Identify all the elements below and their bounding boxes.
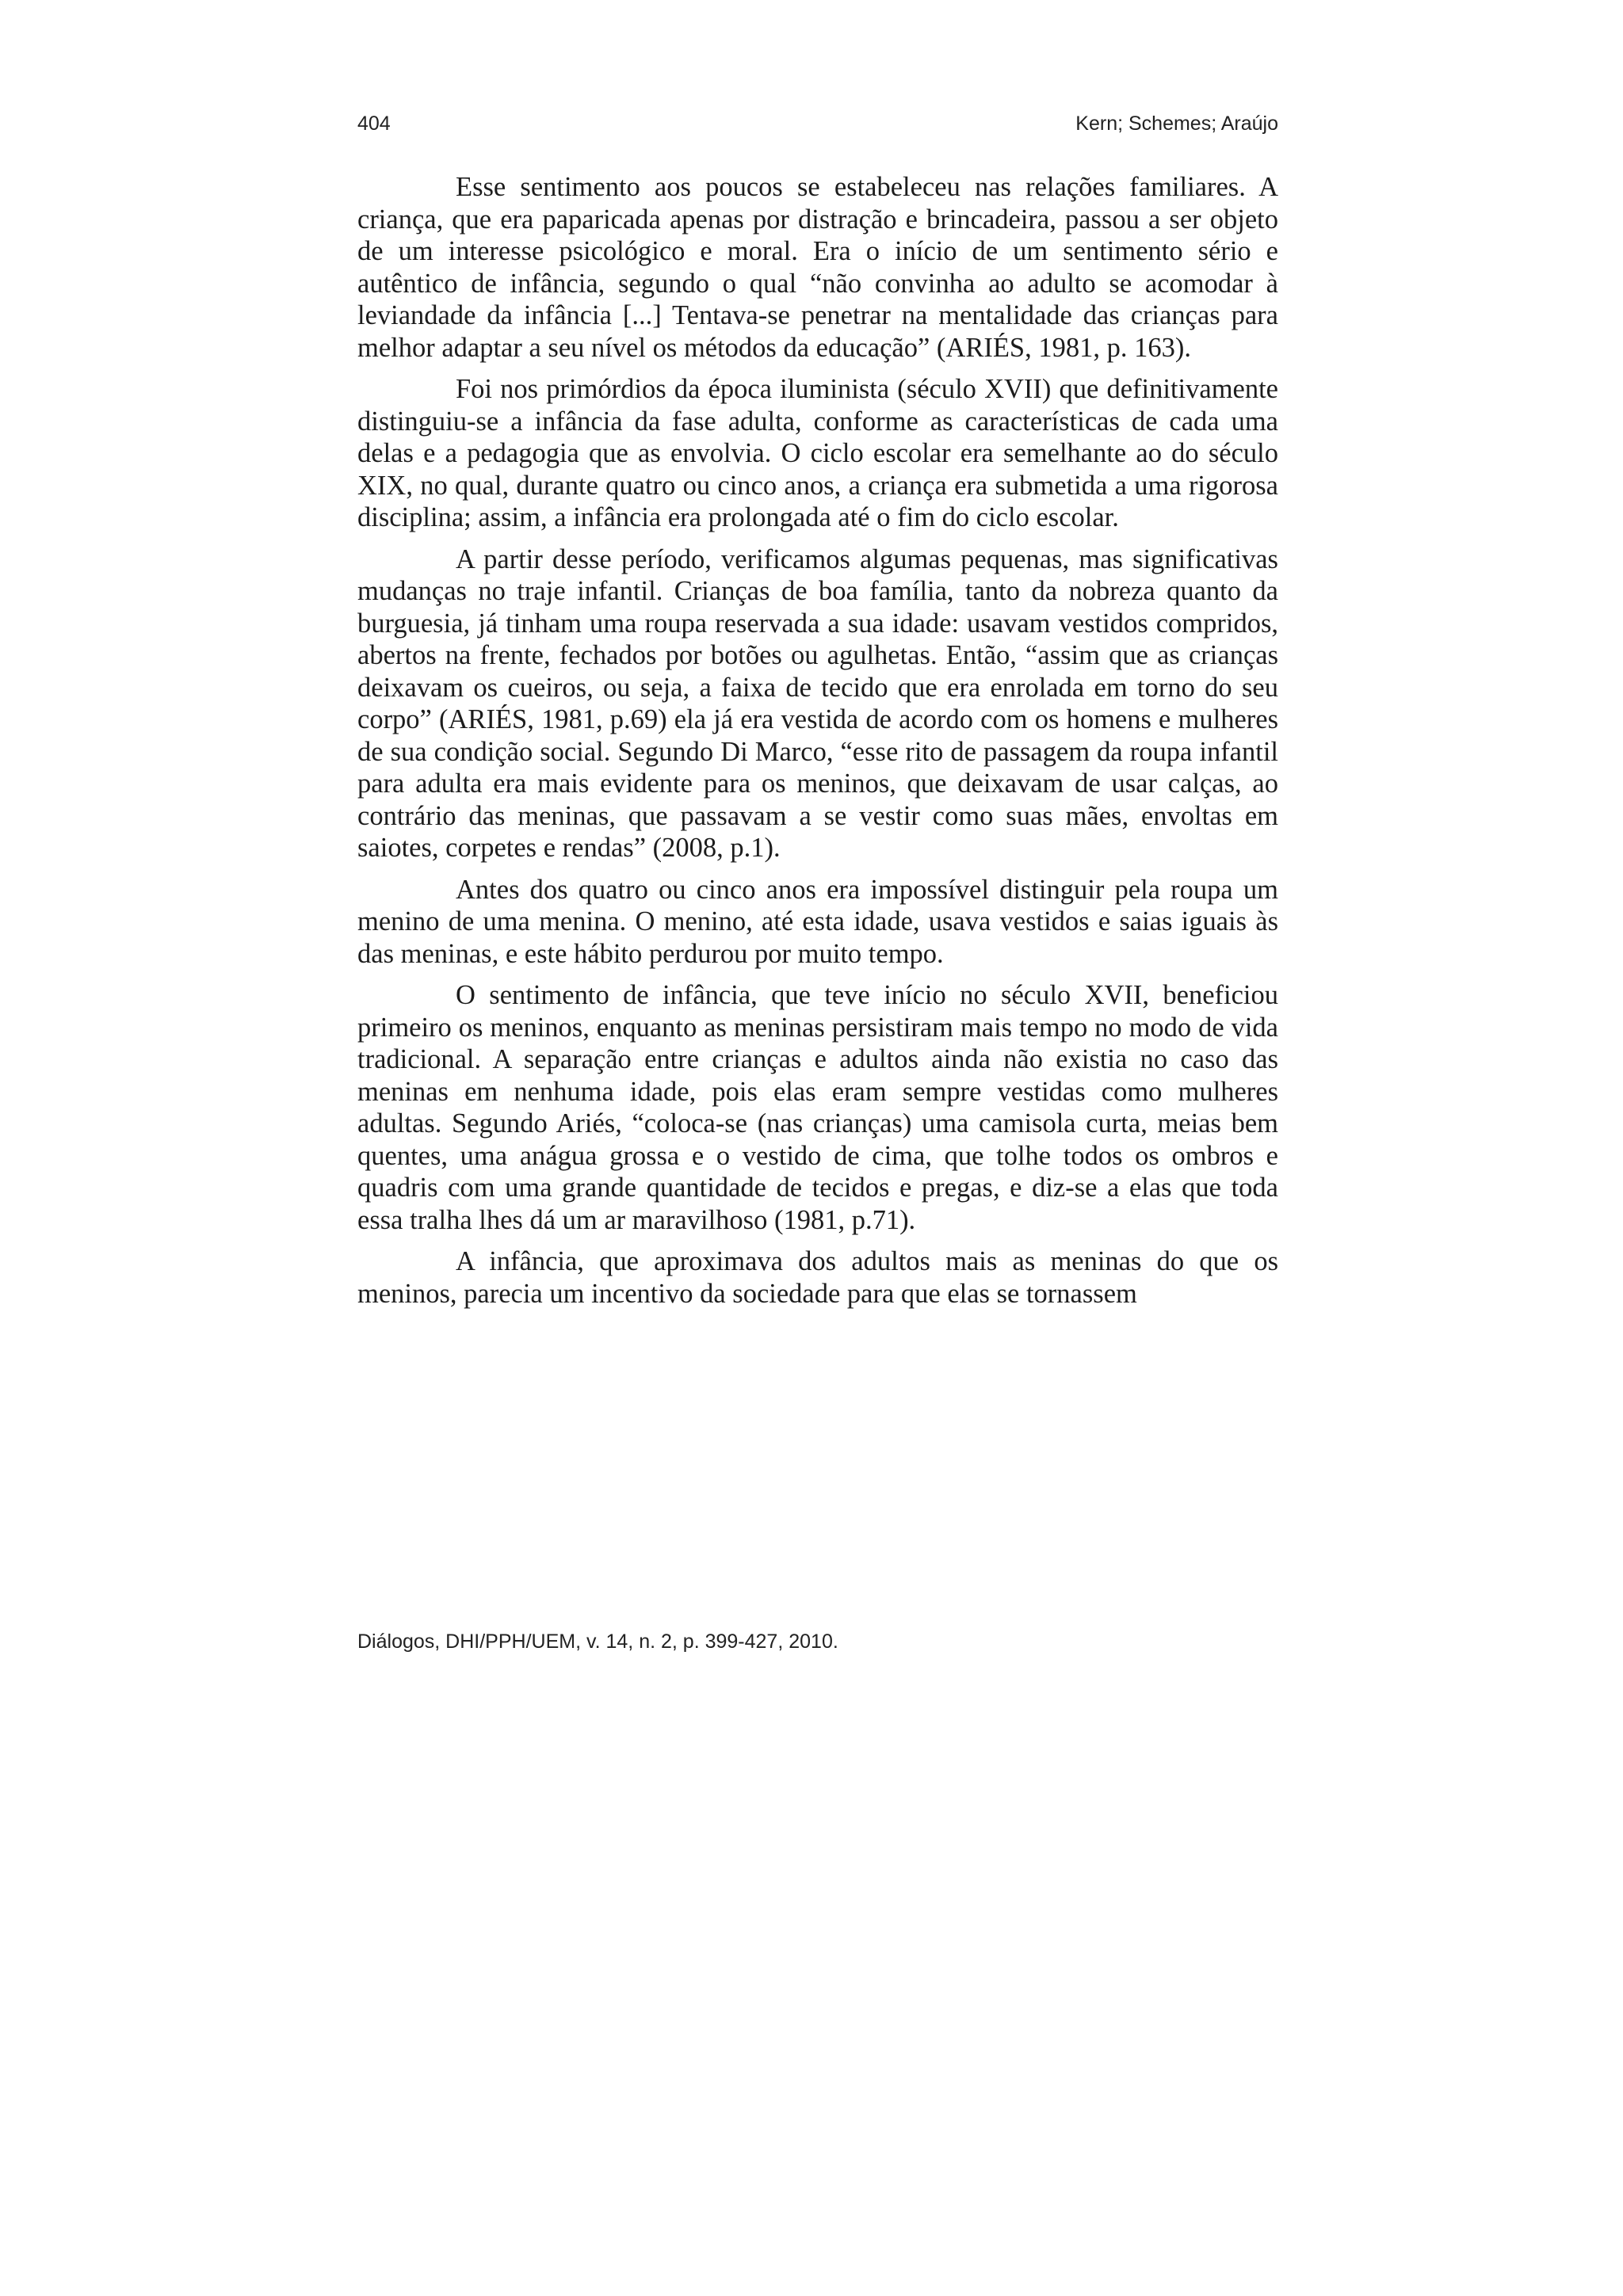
journal-citation-footer: Diálogos, DHI/PPH/UEM, v. 14, n. 2, p. 399-427, 2010. (357, 1630, 838, 1653)
paragraph: A partir desse período, verificamos algumas pequenas, mas significativas mudanças no traje infantil. Crianças de boa família, tanto da nobreza quanto da burguesia, já tinham uma roupa reservada a sua idade: usavam vestidos compridos, abertos na frente, fechados por botões ou agulhetas. Então, “assim que as crianças deixavam os cueiros, ou seja, a faixa de tecido que era enrolada em torno do seu corpo” (ARIÉS, 1981, p.69) ela já era vestida de acordo com os homens e mulheres de sua condição social. Segundo Di Marco, “esse rito de passagem da roupa infantil para adulta era mais evidente para os meninos, que deixavam de usar calças, ao contrário das meninas, que passavam a se vestir como suas mães, envoltas em saiotes, corpetes e rendas” (2008, p.1). (357, 543, 1278, 863)
body-text (357, 171, 1278, 1319)
page-number: 404 (357, 113, 391, 135)
paragraph: Foi nos primórdios da época iluminista (século XVII) que definitivamente distinguiu-se a infância da fase adulta, conforme as características de cada uma delas e a pedagogia que as envolvia. O ciclo escolar era semelhante ao do século XIX, no qual, durante quatro ou cinco anos, a criança era submetida a uma rigorosa disciplina; assim, a infância era prolongada até o fim do ciclo escolar. (357, 374, 1278, 532)
paragraph: Esse sentimento aos poucos se estabeleceu nas relações familiares. A criança, que era paparicada apenas por distração e brincadeira, passou a ser objeto de um interesse psicológico e moral. Era o início de um sentimento sério e autêntico de infância, segundo o qual “não convinha ao adulto se acomodar à leviandade da infância [...] Tentava-se penetrar na mentalidade das crianças para melhor adaptar a seu nível os métodos da educação” (ARIÉS, 1981, p. 163). (357, 172, 1278, 363)
paragraph: O sentimento de infância, que teve início no século XVII, beneficiou primeiro os meninos, enquanto as meninas persistiram mais tempo no modo de vida tradicional. A separação entre crianças e adultos ainda não existia no caso das meninas em nenhuma idade, pois elas eram sempre vestidas como mulheres adultas. Segundo Ariés, “coloca-se (nas crianças) uma camisola curta, meias bem quentes, uma anágua grossa e o vestido de cima, que tolhe todos os ombros e quadris com uma grande quantidade de tecidos e pregas, e diz-se a elas que toda essa tralha lhes dá um ar maravilhoso (1981, p.71). (357, 980, 1278, 1235)
page-header (357, 113, 1278, 147)
paragraph: A infância, que aproximava dos adultos mais as meninas do que os meninos, parecia um incentivo da sociedade para que elas se tornassem (357, 1246, 1278, 1309)
paragraph: Antes dos quatro ou cinco anos era impossível distinguir pela roupa um menino de uma menina. O menino, até esta idade, usava vestidos e saias iguais às das meninas, e este hábito perdurou por muito tempo. (357, 874, 1278, 969)
running-head-authors: Kern; Schemes; Araújo (1075, 113, 1278, 135)
